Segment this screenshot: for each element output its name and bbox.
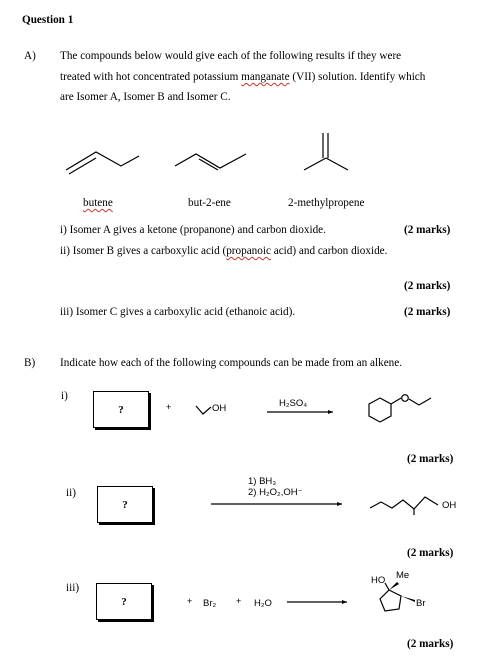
br-label: Br — [416, 598, 426, 609]
ho-label: HO — [371, 575, 386, 586]
part-b-intro: Indicate how each of the following compounds can be made from an alkene. — [60, 357, 403, 369]
alcohol-chain-structure — [370, 497, 438, 509]
item-ii-marks: (2 marks) — [404, 280, 451, 292]
b-i-label: i) — [61, 390, 68, 402]
me-label: Me — [396, 570, 410, 581]
product-oh-label: OH — [442, 500, 457, 511]
part-a-line1: The compounds below would give each of the following results if they were — [60, 50, 402, 62]
b-iii-marks: (2 marks) — [407, 638, 454, 650]
answer-box-i[interactable]: ? — [93, 391, 149, 428]
b-iii-label: iii) — [66, 582, 80, 594]
arrow-reagent-h2so4: H₂SO₄ — [279, 398, 308, 409]
b-ii-marks: (2 marks) — [407, 547, 454, 559]
item-i-text: i) Isomer A gives a ketone (propanone) and carbon dioxide. — [60, 224, 326, 236]
water-reagent: H₂O — [254, 598, 272, 609]
compound-2-methylpropene-label: 2-methylpropene — [288, 197, 365, 209]
part-a-label: A) — [24, 50, 36, 62]
part-a-line3: are Isomer A, Isomer B and Isomer C. — [60, 91, 231, 103]
step1-reagent: 1) BH₃ — [248, 476, 277, 487]
answer-box-ii[interactable]: ? — [97, 486, 153, 523]
b-i-marks: (2 marks) — [407, 453, 454, 465]
item-iii-marks: (2 marks) — [404, 306, 451, 318]
spell-flagged-word: propanoic — [226, 245, 271, 257]
part-b-label: B) — [24, 357, 36, 369]
cyclohexyl-ether-structure — [369, 395, 431, 422]
ethanol-oh-label: OH — [212, 403, 227, 414]
compound-butene-label: butene — [83, 197, 113, 209]
compound-but-2-ene-label: but-2-ene — [188, 197, 231, 209]
plus-sign: + — [187, 596, 193, 606]
question-title: Question 1 — [22, 14, 74, 26]
answer-box-iii[interactable]: ? — [96, 583, 152, 620]
step2-reagent: 2) H₂O₂,OH⁻ — [248, 487, 303, 498]
item-i-marks: (2 marks) — [404, 224, 451, 236]
spell-flagged-word: manganate — [241, 71, 290, 83]
bromocyclopentanol-structure — [380, 582, 415, 611]
ethanol-structure — [196, 406, 211, 414]
b-ii-label: ii) — [66, 487, 76, 499]
item-iii-text: iii) Isomer C gives a carboxylic acid (ethanoic acid). — [60, 306, 296, 318]
plus-sign: + — [236, 596, 242, 606]
plus-sign: + — [166, 402, 172, 412]
part-a-line2: treated with hot concentrated potassium manganate (VII) solution. Identify which — [60, 71, 426, 83]
bromine-reagent: Br₂ — [203, 598, 217, 609]
item-ii-text: ii) Isomer B gives a carboxylic acid (propanoic acid) and carbon dioxide. — [60, 245, 388, 257]
